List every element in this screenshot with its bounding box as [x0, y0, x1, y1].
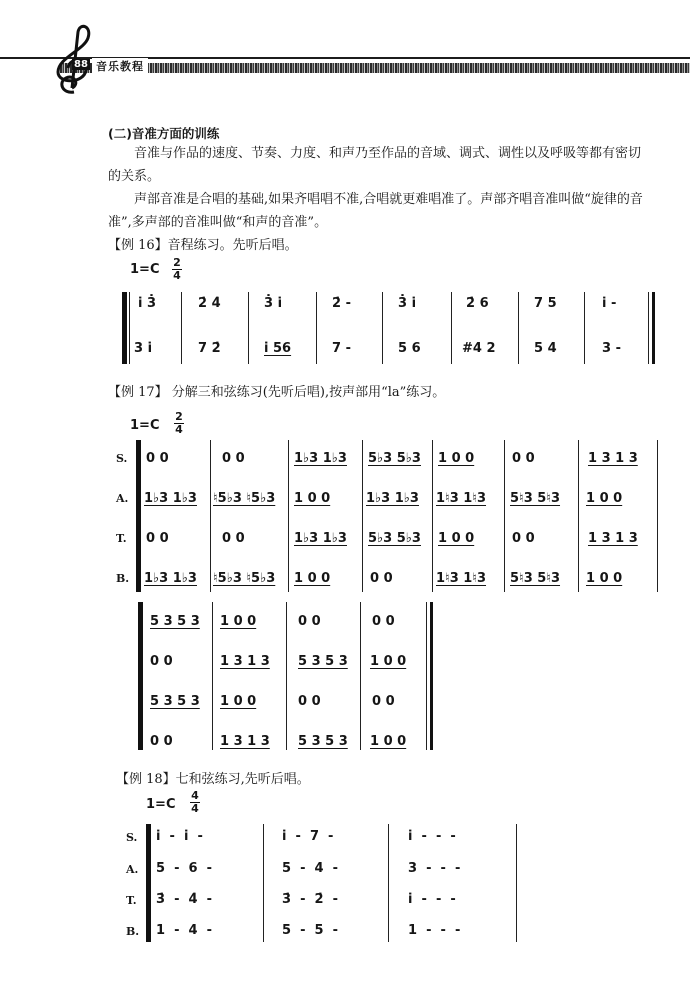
ex17-t2-m3: 0 0 — [298, 694, 321, 709]
ex17-a-m5: 1♮3 1♮3 — [436, 491, 487, 506]
ex17-t-m6: 0 0 — [512, 531, 535, 546]
ex18-a-m2: 5 - 4 - — [282, 861, 339, 876]
ex16-lower-m7: 5 4 — [534, 341, 557, 356]
ex17-a-m6: 5♮3 5♮3 — [510, 491, 561, 506]
ex16-upper-m8: i̇ - — [602, 296, 617, 311]
ex17-t-m5: 1 0 0 — [438, 531, 475, 546]
header-band — [60, 63, 690, 73]
ex17-a-m4: 1♭3 1♭3 — [366, 491, 419, 506]
ex17-b-m3: 1 0 0 — [294, 571, 331, 586]
ex17-a2-m1: 0 0 — [150, 654, 173, 669]
ex17-b2-m2: 1 3 1 3 — [220, 734, 270, 749]
ex17-s-m2: 0 0 — [222, 451, 245, 466]
ex17-b2-m1: 0 0 — [150, 734, 173, 749]
ex17-b-m1: 1♭3 1♭3 — [144, 571, 197, 586]
ex17-s-m5: 1 0 0 — [438, 451, 475, 466]
ex17-s2-m3: 0 0 — [298, 614, 321, 629]
ex16-time-signature: 2 4 — [173, 256, 181, 282]
ex16-lower-m8: 3 - — [602, 341, 621, 356]
ex17-time-signature: 2 4 — [175, 410, 183, 436]
ex17-t-m1: 0 0 — [146, 531, 169, 546]
page-number: 88 — [74, 59, 88, 70]
ex17-a-m2: ♮5♭3 ♮5♭3 — [213, 491, 276, 506]
ex17-key: 1=C — [130, 418, 160, 433]
ex16-upper-m5: 3̇ i̇ — [398, 296, 417, 311]
ex17-b-m2: ♮5♭3 ♮5♭3 — [213, 571, 276, 586]
section-heading: (二)音准方面的训练 — [108, 126, 220, 141]
ex18-t-m2: 3̇ - 2̇ - — [282, 892, 339, 907]
ex17-s-m1: 0 0 — [146, 451, 169, 466]
ex18-a-m1: 5 - 6 - — [156, 861, 213, 876]
ex18-part-s: S. — [126, 831, 138, 844]
ex17-s-m4: 5♭3 5♭3 — [368, 451, 421, 466]
ex16-upper-m3: 3̇ i̇ — [264, 296, 283, 311]
ex16-upper-m1: i̇ 3̇ — [138, 296, 157, 311]
ex16-upper-m6: 2̇ 6 — [466, 296, 489, 311]
ex17-s-m7: 1 3 1 3 — [588, 451, 638, 466]
ex17-s2-m2: 1 0 0 — [220, 614, 257, 629]
ex17-s-m6: 0 0 — [512, 451, 535, 466]
ex18-part-b: B. — [126, 925, 140, 938]
ex18-b-m2: 5 - 5 - — [282, 923, 339, 938]
ex17-b2-m4: 1 0 0 — [370, 734, 407, 749]
ex17-b-m5: 1♮3 1♮3 — [436, 571, 487, 586]
ex18-time-signature: 4 4 — [191, 789, 199, 815]
ex17-t2-m1: 5 3 5 3 — [150, 694, 200, 709]
ex17-s-m3: 1♭3 1♭3 — [294, 451, 347, 466]
ex18-s-m1: i̇ - i̇ - — [156, 829, 203, 844]
ex18-b-m3: 1 - - - — [408, 923, 461, 938]
ex17-a-m1: 1♭3 1♭3 — [144, 491, 197, 506]
part-label-b: B. — [116, 572, 130, 585]
ex17-t-m2: 0 0 — [222, 531, 245, 546]
ex16-lower-m3: i̇ 56 — [264, 341, 292, 356]
ex16-upper-m2: 2̇ 4̇ — [198, 296, 221, 311]
ex17-b-m6: 5♮3 5♮3 — [510, 571, 561, 586]
ex16-lower-m4: 7 - — [332, 341, 351, 356]
ex18-label: 【例 18】七和弦练习,先听后唱。 — [116, 772, 310, 787]
ex17-t-m3: 1♭3 1♭3 — [294, 531, 347, 546]
ex17-t-m4: 5♭3 5♭3 — [368, 531, 421, 546]
ex17-a-m3: 1 0 0 — [294, 491, 331, 506]
ex18-s-m3: i̇ - - - — [408, 829, 456, 844]
ex16-lower-m6: #4 2 — [462, 341, 496, 356]
ex17-b-m7: 1 0 0 — [586, 571, 623, 586]
ex17-a2-m3: 5 3 5 3 — [298, 654, 348, 669]
ex18-part-t: T. — [126, 894, 137, 907]
ex18-b-m1: 1 - 4 - — [156, 923, 213, 938]
part-label-a: A. — [116, 492, 129, 505]
ex16-upper-m7: 7 5 — [534, 296, 557, 311]
book-title: 音乐教程 — [92, 58, 148, 74]
ex17-s2-m4: 0 0 — [372, 614, 395, 629]
ex18-key: 1=C — [146, 797, 176, 812]
ex16-label: 【例 16】音程练习。先听后唱。 — [108, 238, 298, 253]
ex18-part-a: A. — [126, 863, 139, 876]
ex16-upper-m4: 2̇ - — [332, 296, 351, 311]
ex16-key: 1=C — [130, 262, 160, 277]
part-label-s: S. — [116, 452, 128, 465]
ex18-a-m3: 3 - - - — [408, 861, 461, 876]
ex18-t-m1: 3̇ - 4̇ - — [156, 892, 213, 907]
ex17-a-m7: 1 0 0 — [586, 491, 623, 506]
ex18-s-m2: i̇ - 7 - — [282, 829, 334, 844]
ex16-lower-m1: 3 i̇ — [134, 341, 153, 356]
ex17-label: 【例 17】 分解三和弦练习(先听后唱),按声部用“la”练习。 — [108, 385, 446, 400]
ex17-a2-m2: 1 3 1 3 — [220, 654, 270, 669]
part-label-t: T. — [116, 532, 127, 545]
ex17-t2-m4: 0 0 — [372, 694, 395, 709]
ex17-a2-m4: 1 0 0 — [370, 654, 407, 669]
paragraph-1: 音准与作品的速度、节奏、力度、和声乃至作品的音域、调式、调性以及呼吸等都有密切的关系。 — [108, 146, 642, 184]
ex17-s2-m1: 5 3 5 3 — [150, 614, 200, 629]
ex16-lower-m2: 7 2̇ — [198, 341, 221, 356]
ex17-b-m4: 0 0 — [370, 571, 393, 586]
ex17-t2-m2: 1 0 0 — [220, 694, 257, 709]
ex17-b2-m3: 5 3 5 3 — [298, 734, 348, 749]
ex17-t-m7: 1 3 1 3 — [588, 531, 638, 546]
ex16-lower-m5: 5 6 — [398, 341, 421, 356]
paragraph-2: 声部音准是合唱的基础,如果齐唱唱不准,合唱就更难唱准了。声部齐唱音准叫做“旋律的音准”,多声部的音准叫做“和声的音准”。 — [108, 192, 643, 230]
ex18-t-m3: i̇ - - - — [408, 892, 456, 907]
